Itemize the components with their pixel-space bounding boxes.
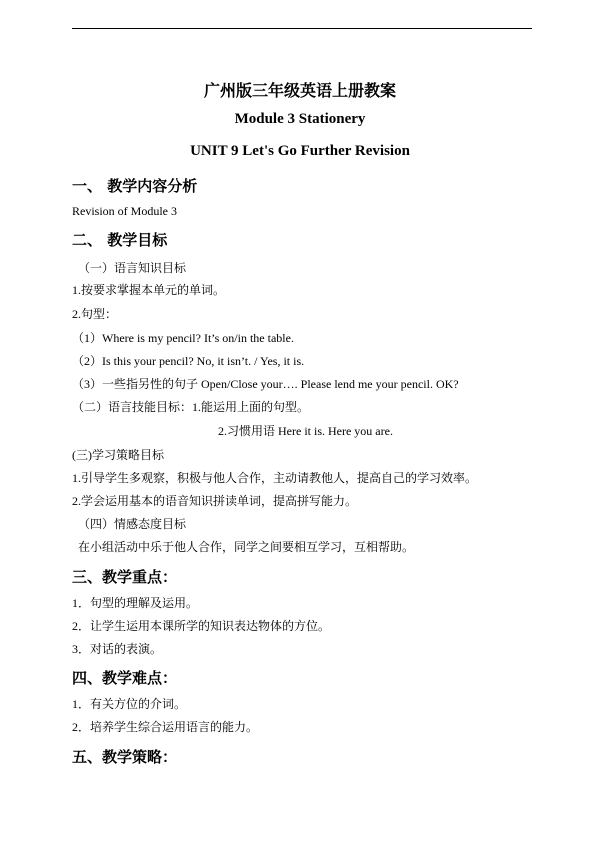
paragraph: 2.句型： [72,307,118,321]
unit-title: UNIT 9 Let's Go Further Revision [190,143,410,159]
paragraph: （1）Where is my pencil? It’s on/in the table. [72,331,294,345]
paragraph: 2．让学生运用本课所学的知识表达物体的方位。 [72,619,331,633]
paragraph: 1.引导学生多观察，积极与他人合作，主动请教他人，提高自己的学习效率。 [72,471,478,485]
paragraph: 1.按要求掌握本单元的单词。 [72,283,226,297]
paragraph: 1．句型的理解及运用。 [72,596,199,610]
paragraph: 2.学会运用基本的语音知识拼读单词，提高拼写能力。 [72,494,358,508]
paragraph: （四）情感态度目标 [78,517,187,531]
paragraph: （2）Is this your pencil? No, it isn’t. / Yes, it is. [72,354,305,368]
paragraph: （二）语言技能目标：1.能运用上面的句型。 [72,400,310,414]
paragraph: 2．培养学生综合运用语言的能力。 [72,720,259,734]
section-heading-strategies: 五、教学策略： [72,748,178,766]
paragraph: 3．对话的表演。 [72,642,163,656]
section-heading-key-points: 三、教学重点： [72,568,178,586]
paragraph: 2.习惯用语 Here it is. Here you are. [218,424,393,438]
paragraph: Revision of Module 3 [72,204,177,218]
header-rule [72,28,532,29]
section-heading-difficulties: 四、教学难点： [72,669,178,687]
paragraph: （一）语言知识目标 [78,261,187,275]
paragraph: (三)学习策略目标 [72,448,164,462]
paragraph: （3）一些指另性的句子 Open/Close your…. Please lend me your pencil. OK? [72,377,459,391]
section-heading-content-analysis: 一、 教学内容分析 [72,177,198,195]
paragraph: 在小组活动中乐于他人合作，同学之间要相互学习，互相帮助。 [78,540,415,554]
document-title: 广州版三年级英语上册教案 [203,81,396,100]
section-heading-objectives: 二、 教学目标 [72,231,168,249]
module-title: Module 3 Stationery [234,111,366,127]
paragraph: 1．有关方位的介词。 [72,697,187,711]
